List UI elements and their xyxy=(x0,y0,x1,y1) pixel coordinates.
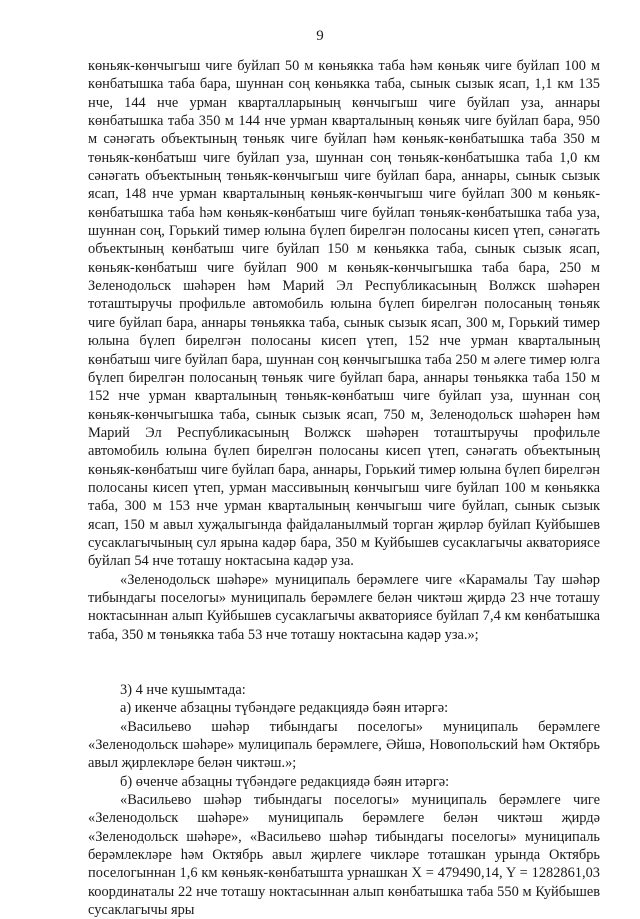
paragraph-vasilyevo-boundary: «Васильево шәһәр тибындагы поселогы» муниципаль берәмлеге чиге «Зеленодольск шәһәре» муниципаль берәмлеге белән чиктәш җирдә «Зеленодольск шәһәре», «Васильево шәһәр тибындагы поселогы» муниципаль берәмлекләре һәм Октябрь авыл җирлеге чикләре тоташкан урында Октябрь поселогыннан 1,6 км көньяк-көнбатышта урнашкан X = 479490,14, Y = 1282861,03 координаталы 22 нче тоташу ноктасыннан алып көнбатышка таба 550 м Куйбышев сусаклагычы яры xyxy=(88,792,600,919)
paragraph-boundary-description: көньяк-көнчыгыш чиге буйлап 50 м көньякка таба һәм көньяк чиге буйлап 100 м көнбатышка таба бара, шуннан соң көньякка таба, сынык сызык ясап, 1,1 км 135 нче, 144 нче урман кварталларының көнчыгыш чиге буйлап уза, аннары көнбатышка таба 350 м 144 нче урман кварталының көньяк чиге буйлап бара, 950 м сәнәгать объектының төньяк чиге буйлап һәм көньяк-көнбатышка таба 350 м төньяк-көнбатыш чиге буйлап уза, шуннан соң төньяк-көнбатышка таба 1,0 км сәнәгать объектының төньяк-көнчыгыш чиге буйлап бара, аннары, сынык сызык ясап, 148 нче урман кварталының көньяк-көнчыгыш чиге буйлап 300 м көньяк-көнбатышка таба һәм көньяк-көнбатыш чиге буйлап төньяк-көнбатышка таба уза, шуннан соң, Горький тимер юлына бүлеп бирелгән полосаны кисеп үтеп, сәнәгать объектының көнбатыш чиге буйлап 150 м көньякка таба, сынык сызык ясап, көньяк-көнбатыш чиге буйлап 900 м көньяк-көнчыгышка таба бара, 250 м Зеленодольск шәһәрен һәм Марий Эл Республикасының Волжск шәһәрен тоташтыручы профильле автомобиль юлына бүлеп бирелгән полосаның төньяк чиге буйлап бара, аннары төньякка таба, сынык сызык ясап, 300 м, Горький тимер юлына бүлеп бирелгән полосаны кисеп үтеп, 152 нче урман кварталының көнбатыш чиге буйлап бара, шуннан соң көнчыгышка таба 250 м әлеге тимер юлга бүлеп бирелгән полосаның төньяк чиге буйлап бара, аннары төньякка таба 150 м 152 нче урман кварталының төньяк-көнбатыш чиге буйлап уза, шуннан соң көньяк-көнчыгышка таба, сынык сызык ясап, 750 м, Зеленодольск шәһәрен һәм Марий Эл Республикасының Волжск шәһәрен тоташтыручы профильле автомобиль юлына бүлеп бирелгән полосаны кисеп үтеп, сәнәгать объектының көньяк-көнбатыш чиге буйлап бара, аннары, Горький тимер юлына бүлеп бирелгән полосаны кисеп үтеп, урман массивының көнчыгыш чиге буйлап 100 м көньякка таба, 300 м 153 нче урман кварталының көнчыгыш чиге буйлап, сынык сызык ясап, 150 м авыл хуҗалыгында файдаланылмый торган җирләр буйлап Куйбышев сусаклагычының сул ярына кадәр бара, 350 м Куйбышев сусаклагычы акваториясе буйлап 54 нче тоташу ноктасына кадәр уза. xyxy=(88,58,600,570)
paragraph-item-b: б) өченче абзацны түбәндәге редакциядә бәян итәргә: xyxy=(120,773,450,790)
page-number: 9 xyxy=(316,28,324,44)
paragraph-item-3: 3) 4 нче кушымтада: xyxy=(120,682,246,698)
paragraph-zelenodolsk-boundary: «Зеленодольск шәһәре» муниципаль берәмлеге чиге «Карамалы Тау шәһәр тибындагы поселогы» муниципаль берәмлеге белән чиктәш җирдә 23 нче тоташу ноктасыннан алып Куйбышев сусаклагычы акваториясе буйлап 7,4 км көнбатышка таба, 350 м төньякка таба 53 нче тоташу ноктасына кадәр уза.»; xyxy=(88,571,600,643)
document-body xyxy=(88,57,600,919)
paragraph-item-a: а) икенче абзацны түбәндәге редакциядә бәян итәргә: xyxy=(120,700,449,717)
paragraph-gap xyxy=(88,644,600,681)
paragraph-vasilyevo-neighbors: «Васильево шәһәр тибындагы поселогы» муниципаль берәмлеге «Зеленодольск шәһәре» мулиципаль берәмлеге, Әйшә, Новопольский һәм Октябрь авыл җирлекләре белән чиктәш.»; xyxy=(88,718,600,772)
